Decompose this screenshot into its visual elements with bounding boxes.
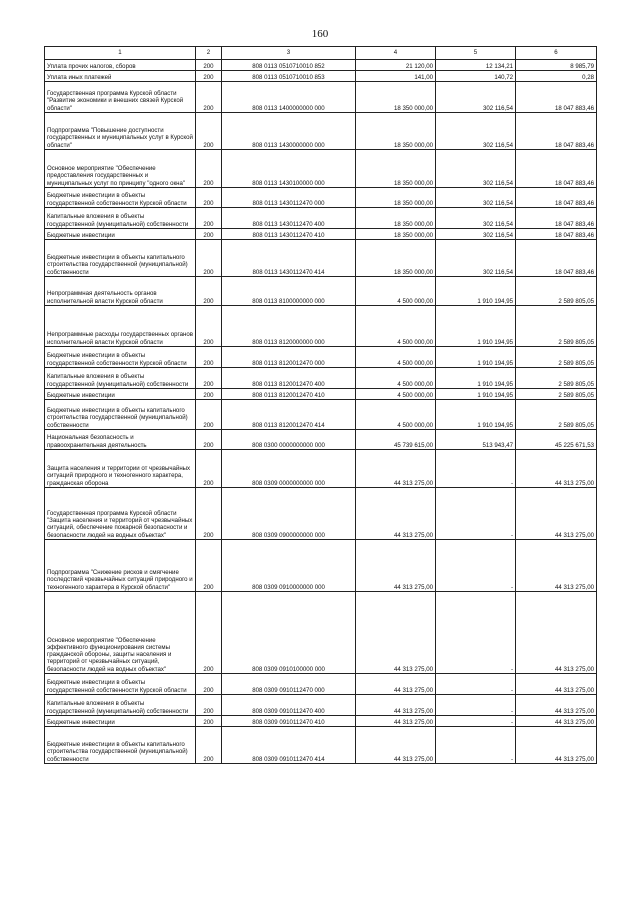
column-header: 3 [222, 47, 356, 60]
row-value-col5: 12 134,21 [436, 60, 516, 71]
row-value-col4: 4 500 000,00 [356, 389, 436, 400]
table-row [45, 188, 597, 208]
row-name: Капитальные вложения в объекты государственной (муниципальной) собственности [45, 208, 196, 229]
column-header: 1 [45, 47, 196, 60]
row-value-col4: 44 313 275,00 [356, 695, 436, 716]
row-value-col6: 44 313 275,00 [516, 695, 597, 716]
row-classification: 808 0113 8120012470 000 [222, 347, 356, 368]
column-header: 4 [356, 47, 436, 60]
row-value-col5: - [436, 716, 516, 727]
table-row [45, 277, 597, 306]
row-value-col4: 141,00 [356, 71, 436, 82]
row-classification: 808 0113 8120012470 400 [222, 368, 356, 389]
row-classification: 808 0113 8120012470 410 [222, 389, 356, 400]
row-name: Бюджетные инвестиции в объекты государственной собственности Курской области [45, 188, 196, 208]
row-classification: 808 0300 0000000000 000 [222, 430, 356, 450]
row-name: Капитальные вложения в объекты государственной (муниципальной) собственности [45, 695, 196, 716]
row-value-col5: - [436, 674, 516, 695]
row-value-col5: 302 116,54 [436, 82, 516, 113]
row-value-col6: 2 589 805,05 [516, 389, 597, 400]
row-value-col4: 18 350 000,00 [356, 150, 436, 188]
row-value-col6: 18 047 883,46 [516, 188, 597, 208]
row-value-col5: 302 116,54 [436, 150, 516, 188]
row-value-col4: 4 500 000,00 [356, 400, 436, 430]
row-name: Непрограммная деятельность органов исполнительной власти Курской области [45, 277, 196, 306]
row-value-col5: 1 910 194,95 [436, 277, 516, 306]
row-value-col6: 8 985,79 [516, 60, 597, 71]
table-row [45, 488, 597, 540]
row-value-col5: 302 116,54 [436, 208, 516, 229]
row-value-col6: 18 047 883,46 [516, 229, 597, 240]
row-name: Бюджетные инвестиции [45, 389, 196, 400]
row-value-col4: 18 350 000,00 [356, 240, 436, 277]
row-value-col4: 21 120,00 [356, 60, 436, 71]
row-value-col6: 18 047 883,46 [516, 150, 597, 188]
row-value-col6: 44 313 275,00 [516, 540, 597, 592]
row-code: 200 [196, 229, 222, 240]
row-name: Основное мероприятие "Обеспечение предоставления государственных и муниципальных услуг по принципу "одного окна" [45, 150, 196, 188]
row-value-col4: 4 500 000,00 [356, 306, 436, 347]
row-value-col6: 0,28 [516, 71, 597, 82]
row-code: 200 [196, 450, 222, 488]
table-row [45, 695, 597, 716]
row-classification: 808 0309 0910100000 000 [222, 592, 356, 674]
row-code: 200 [196, 60, 222, 71]
table-row [45, 450, 597, 488]
row-classification: 808 0309 0910112470 400 [222, 695, 356, 716]
table-row [45, 71, 597, 82]
row-name: Бюджетные инвестиции в объекты капитального строительства государственной (муниципальной) собственности [45, 727, 196, 764]
row-classification: 808 0309 0900000000 000 [222, 488, 356, 540]
row-code: 200 [196, 71, 222, 82]
row-classification: 808 0113 1430112470 400 [222, 208, 356, 229]
table-row [45, 240, 597, 277]
row-value-col5: - [436, 488, 516, 540]
row-value-col6: 44 313 275,00 [516, 450, 597, 488]
row-value-col4: 45 739 615,00 [356, 430, 436, 450]
row-classification: 808 0309 0910112470 410 [222, 716, 356, 727]
row-code: 200 [196, 430, 222, 450]
row-code: 200 [196, 389, 222, 400]
row-value-col5: - [436, 727, 516, 764]
row-value-col4: 18 350 000,00 [356, 208, 436, 229]
row-classification: 808 0113 1430100000 000 [222, 150, 356, 188]
row-value-col5: 302 116,54 [436, 240, 516, 277]
row-code: 200 [196, 727, 222, 764]
row-value-col4: 18 350 000,00 [356, 188, 436, 208]
row-code: 200 [196, 306, 222, 347]
column-header: 5 [436, 47, 516, 60]
row-value-col6: 44 313 275,00 [516, 674, 597, 695]
row-value-col4: 18 350 000,00 [356, 82, 436, 113]
row-code: 200 [196, 674, 222, 695]
row-name: Бюджетные инвестиции в объекты государственной собственности Курской области [45, 347, 196, 368]
row-code: 200 [196, 188, 222, 208]
row-classification: 808 0309 0910000000 000 [222, 540, 356, 592]
row-classification: 808 0309 0000000000 000 [222, 450, 356, 488]
row-code: 200 [196, 400, 222, 430]
column-header: 6 [516, 47, 597, 60]
row-value-col4: 4 500 000,00 [356, 347, 436, 368]
row-value-col4: 4 500 000,00 [356, 368, 436, 389]
row-value-col4: 4 500 000,00 [356, 277, 436, 306]
row-name: Бюджетные инвестиции в объекты государственной собственности Курской области [45, 674, 196, 695]
table-row [45, 150, 597, 188]
row-name: Бюджетные инвестиции в объекты капитального строительства государственной (муниципальной) собственности [45, 400, 196, 430]
row-code: 200 [196, 592, 222, 674]
row-value-col5: 1 910 194,95 [436, 368, 516, 389]
row-code: 200 [196, 277, 222, 306]
row-code: 200 [196, 488, 222, 540]
row-code: 200 [196, 347, 222, 368]
row-value-col4: 44 313 275,00 [356, 727, 436, 764]
row-value-col5: 1 910 194,95 [436, 306, 516, 347]
row-value-col6: 44 313 275,00 [516, 727, 597, 764]
row-code: 200 [196, 113, 222, 150]
row-value-col6: 2 589 805,05 [516, 277, 597, 306]
row-value-col6: 2 589 805,05 [516, 400, 597, 430]
row-value-col4: 44 313 275,00 [356, 450, 436, 488]
row-value-col4: 44 313 275,00 [356, 674, 436, 695]
row-value-col5: 302 116,54 [436, 229, 516, 240]
row-value-col5: 1 910 194,95 [436, 389, 516, 400]
row-value-col4: 44 313 275,00 [356, 592, 436, 674]
row-value-col6: 44 313 275,00 [516, 488, 597, 540]
row-value-col6: 18 047 883,46 [516, 240, 597, 277]
budget-table [44, 46, 597, 764]
row-classification: 808 0113 1400000000 000 [222, 82, 356, 113]
row-value-col6: 44 313 275,00 [516, 716, 597, 727]
row-classification: 808 0113 1430112470 000 [222, 188, 356, 208]
row-value-col5: 1 910 194,95 [436, 400, 516, 430]
row-name: Основное мероприятие "Обеспечение эффективного функционирования системы гражданской обороны, защиты населения и территорий от чрезвычайных ситуаций, безопасности людей на водных объектах" [45, 592, 196, 674]
table-row [45, 229, 597, 240]
row-value-col6: 44 313 275,00 [516, 592, 597, 674]
row-value-col5: 302 116,54 [436, 188, 516, 208]
row-value-col4: 18 350 000,00 [356, 113, 436, 150]
row-code: 200 [196, 82, 222, 113]
row-value-col6: 18 047 883,46 [516, 82, 597, 113]
row-name: Государственная программа Курской области "Защита населения и территорий от чрезвычайных ситуаций, обеспечение пожарной безопасности и безопасности людей на водных объектах" [45, 488, 196, 540]
row-classification: 808 0113 8100000000 000 [222, 277, 356, 306]
row-value-col5: - [436, 592, 516, 674]
row-value-col6: 18 047 883,46 [516, 208, 597, 229]
row-code: 200 [196, 368, 222, 389]
row-code: 200 [196, 240, 222, 277]
row-value-col6: 45 225 671,53 [516, 430, 597, 450]
table-row [45, 716, 597, 727]
row-name: Подпрограмма "Снижение рисков и смягчение последствий чрезвычайных ситуаций природного и техногенного характера в Курской области" [45, 540, 196, 592]
row-name: Капитальные вложения в объекты государственной (муниципальной) собственности [45, 368, 196, 389]
table-row [45, 540, 597, 592]
row-name: Уплата прочих налогов, сборов [45, 60, 196, 71]
column-header: 2 [196, 47, 222, 60]
table-row [45, 208, 597, 229]
table-row [45, 400, 597, 430]
row-classification: 808 0113 8120000000 000 [222, 306, 356, 347]
table-row [45, 113, 597, 150]
table-row [45, 592, 597, 674]
row-name: Бюджетные инвестиции в объекты капитального строительства государственной (муниципальной) собственности [45, 240, 196, 277]
row-code: 200 [196, 716, 222, 727]
row-value-col6: 2 589 805,05 [516, 306, 597, 347]
row-name: Государственная программа Курской области "Развитие экономики и внешних связей Курской области" [45, 82, 196, 113]
row-value-col5: 513 943,47 [436, 430, 516, 450]
table-row [45, 368, 597, 389]
row-classification: 808 0113 1430112470 410 [222, 229, 356, 240]
row-value-col5: - [436, 695, 516, 716]
row-value-col5: 140,72 [436, 71, 516, 82]
table-row [45, 306, 597, 347]
row-classification: 808 0113 1430000000 000 [222, 113, 356, 150]
row-code: 200 [196, 695, 222, 716]
row-name: Бюджетные инвестиции [45, 229, 196, 240]
row-value-col4: 44 313 275,00 [356, 488, 436, 540]
row-name: Непрограммные расходы государственных органов исполнительной власти Курской области [45, 306, 196, 347]
row-classification: 808 0113 0510710010 852 [222, 60, 356, 71]
row-name: Бюджетные инвестиции [45, 716, 196, 727]
row-value-col4: 44 313 275,00 [356, 540, 436, 592]
table-row [45, 389, 597, 400]
row-name: Уплата иных платежей [45, 71, 196, 82]
row-value-col6: 18 047 883,46 [516, 113, 597, 150]
row-name: Подпрограмма "Повышение доступности государственных и муниципальных услуг в Курской области" [45, 113, 196, 150]
row-value-col5: 302 116,54 [436, 113, 516, 150]
row-name: Защита населения и территории от чрезвычайных ситуаций природного и техногенного характера, гражданская оборона [45, 450, 196, 488]
row-classification: 808 0113 8120012470 414 [222, 400, 356, 430]
page-number: 160 [311, 28, 329, 40]
row-name: Национальная безопасность и правоохранительная деятельность [45, 430, 196, 450]
row-value-col5: 1 910 194,95 [436, 347, 516, 368]
row-value-col6: 2 589 805,05 [516, 368, 597, 389]
row-value-col4: 18 350 000,00 [356, 229, 436, 240]
row-classification: 808 0309 0910112470 414 [222, 727, 356, 764]
table-row [45, 727, 597, 764]
row-code: 200 [196, 208, 222, 229]
header-row [45, 47, 597, 60]
row-code: 200 [196, 150, 222, 188]
table-row [45, 430, 597, 450]
row-value-col6: 2 589 805,05 [516, 347, 597, 368]
row-classification: 808 0113 0510710010 853 [222, 71, 356, 82]
table-row [45, 82, 597, 113]
table-row [45, 674, 597, 695]
row-value-col5: - [436, 540, 516, 592]
row-code: 200 [196, 540, 222, 592]
row-value-col5: - [436, 450, 516, 488]
row-value-col4: 44 313 275,00 [356, 716, 436, 727]
table-row [45, 60, 597, 71]
table-row [45, 347, 597, 368]
row-classification: 808 0113 1430112470 414 [222, 240, 356, 277]
row-classification: 808 0309 0910112470 000 [222, 674, 356, 695]
